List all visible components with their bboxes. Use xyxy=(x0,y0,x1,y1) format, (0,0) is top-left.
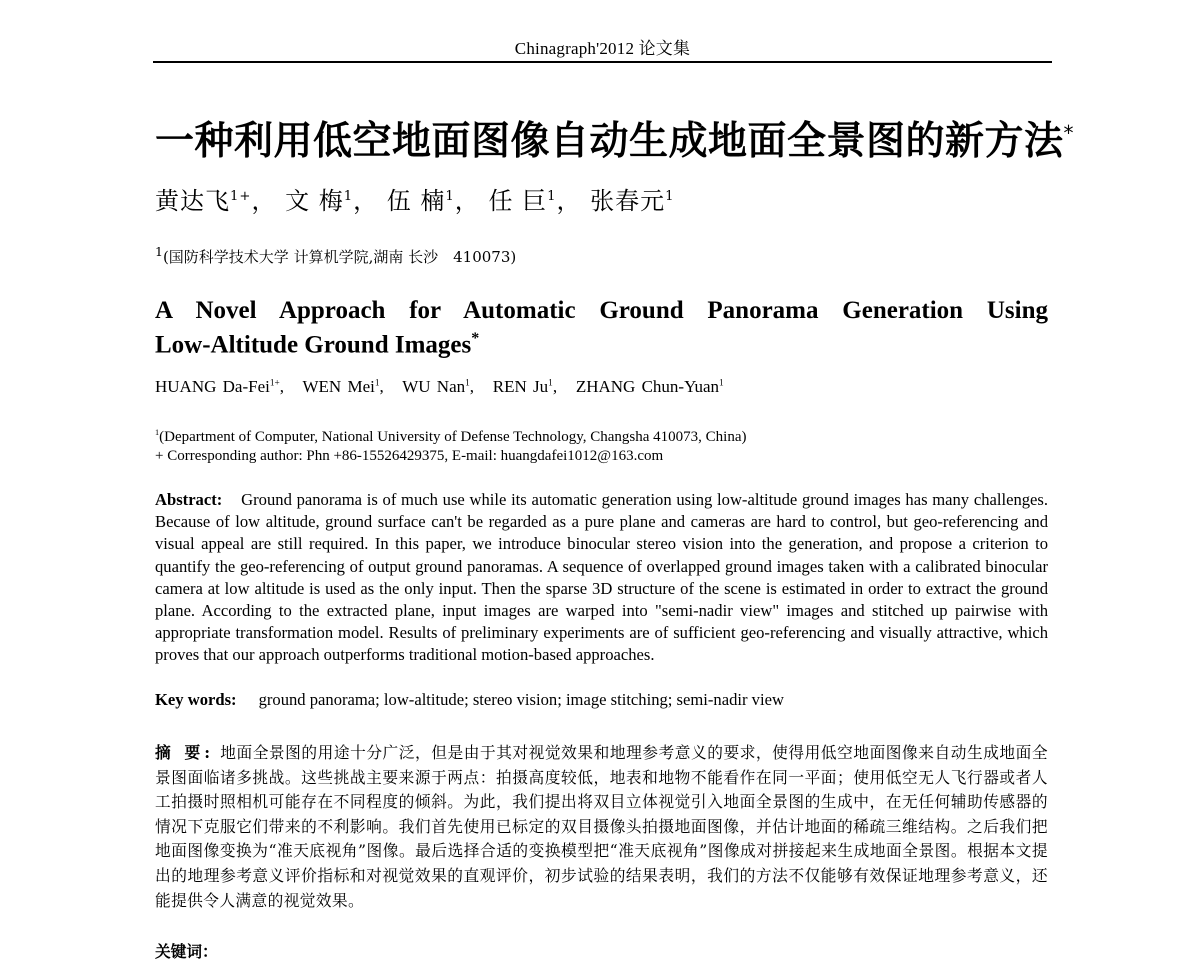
keywords-text: ground panorama; low-altitude; stereo vision; image stitching; semi-nadir view xyxy=(258,690,784,709)
keywords-label: Key words: xyxy=(155,690,237,709)
author-sup: 1 xyxy=(665,189,675,204)
author-name: HUANG Da-Fei xyxy=(155,377,270,396)
author-name: WEN Mei xyxy=(302,377,375,396)
affil-text: (国防科学技术大学 计算机学院,湖南 长沙 410073) xyxy=(162,248,517,266)
author-sep: , xyxy=(469,377,475,396)
author-name: 伍 楠 xyxy=(386,187,446,215)
english-keywords xyxy=(155,690,784,710)
chinese-authors xyxy=(155,181,675,216)
author-name: 文 梅 xyxy=(285,187,344,215)
author-sup: 1 xyxy=(547,189,557,204)
chinese-keywords xyxy=(155,940,218,962)
title-footnote-mark: * xyxy=(1063,121,1075,145)
english-authors xyxy=(155,377,724,397)
author-sep: ， xyxy=(454,187,480,215)
abstract-label: Abstract: xyxy=(155,490,223,509)
author-sup: 1 xyxy=(719,378,724,389)
author-sup: 1 xyxy=(465,378,470,389)
author-sep: ， xyxy=(353,187,379,215)
author-name: 张春元 xyxy=(590,187,666,215)
author-sep: , xyxy=(552,377,558,396)
english-title-line1: A Novel Approach for Automatic Ground Panorama Generation Using xyxy=(155,297,1048,324)
author-name: REN Ju xyxy=(492,377,549,396)
author-name: 黄达飞 xyxy=(155,187,230,215)
author-name: WU Nan xyxy=(402,377,466,396)
author-sup: 1 xyxy=(445,189,455,204)
author-sup: 1+ xyxy=(230,189,252,204)
affil-sup: 1 xyxy=(155,428,160,437)
corresponding-author: + Corresponding author: Phn +86-15526429375, E-mail: huangdafei1012@163.com xyxy=(155,448,664,464)
title-footnote-mark: * xyxy=(471,330,480,347)
running-header: Chinagraph'2012 论文集 xyxy=(514,39,691,58)
author-sup: 1 xyxy=(374,378,380,389)
cn-abstract-label: 摘 要: xyxy=(155,743,215,762)
chinese-title xyxy=(155,110,1075,166)
author-sup: 1+ xyxy=(269,378,280,389)
english-abstract xyxy=(155,489,1048,667)
affiliation-line xyxy=(155,423,1048,447)
header-rule xyxy=(153,61,1052,63)
chinese-abstract xyxy=(155,741,1048,913)
chinese-title-text: 一种利用低空地面图像自动生成地面全景图的新方法 xyxy=(155,119,1064,164)
author-sep: ， xyxy=(251,187,277,215)
abstract-body: Ground panorama is of much use while its automatic generation using low-altitude ground images has many challenges. Because of low altitude, ground surface can't be regarded as a pure plane and cameras are hard to control, but geo-referencing and visual appeal are still required. In this paper, we introduce binocular stereo vision into the generation, and propose a criterion to quantify the geo-referencing of output ground panoramas. A sequence of overlapped ground images taken with a calibrated binocular camera at low altitude is used as the only input. Then the sparse 3D structure of the scene is estimated in order to extract the ground plane. According to the extracted plane, input images are warped into "semi-nadir view" images and stitched up pairwise with appropriate transformation model. Results of preliminary experiments are of sufficient geo-referencing and visually attractive, which proves that our approach outperforms traditional motion-based approaches. xyxy=(155,490,1049,665)
author-sep: , xyxy=(279,377,285,396)
author-sup: 1 xyxy=(548,378,553,389)
affil-text: (Department of Computer, National University of Defense Technology, Changsha 410073, China) xyxy=(159,429,747,445)
author-sup: 1 xyxy=(343,189,354,204)
author-sep: ， xyxy=(556,187,582,215)
cn-keywords-label: 关键词： xyxy=(155,942,218,961)
english-title-line2: Low-Altitude Ground Images xyxy=(155,331,472,359)
english-affiliation xyxy=(155,423,1048,466)
chinese-affiliation xyxy=(155,244,516,267)
author-name: ZHANG Chun-Yuan xyxy=(575,377,720,396)
author-name: 任 巨 xyxy=(488,187,548,215)
affil-sup: 1 xyxy=(155,244,163,259)
author-sep: , xyxy=(379,377,384,396)
cn-abstract-body: 地面全景图的用途十分广泛，但是由于其对视觉效果和地理参考意义的要求，使得用低空地面图像来自动生成地面全景图面临诸多挑战。这些挑战主要来源于两点：拍摄高度较低，地表和地物不能看作在同一平面；使用低空无人飞行器或者人工拍摄时照相机可能存在不同程度的倾斜。为此，我们提出将双目立体视觉引入地面全景图的生成中，在无任何辅助传感器的情况下克服它们带来的不利影响。我们首先使用已标定的双目摄像头拍摄地面图像，并估计地面的稀疏三维结构。之后我们把地面图像变换为“准天底视角”图像。最后选择合适的变换模型把“准天底视角”图像成对拼接起来生成地面全景图。根据本文提出的地理参考意义评价指标和对视觉效果的直观评价，初步试验的结果表明，我们的方法不仅能够有效保证地理参考意义，还能提供令人满意的视觉效果。 xyxy=(155,743,1048,910)
english-title xyxy=(155,297,1048,359)
